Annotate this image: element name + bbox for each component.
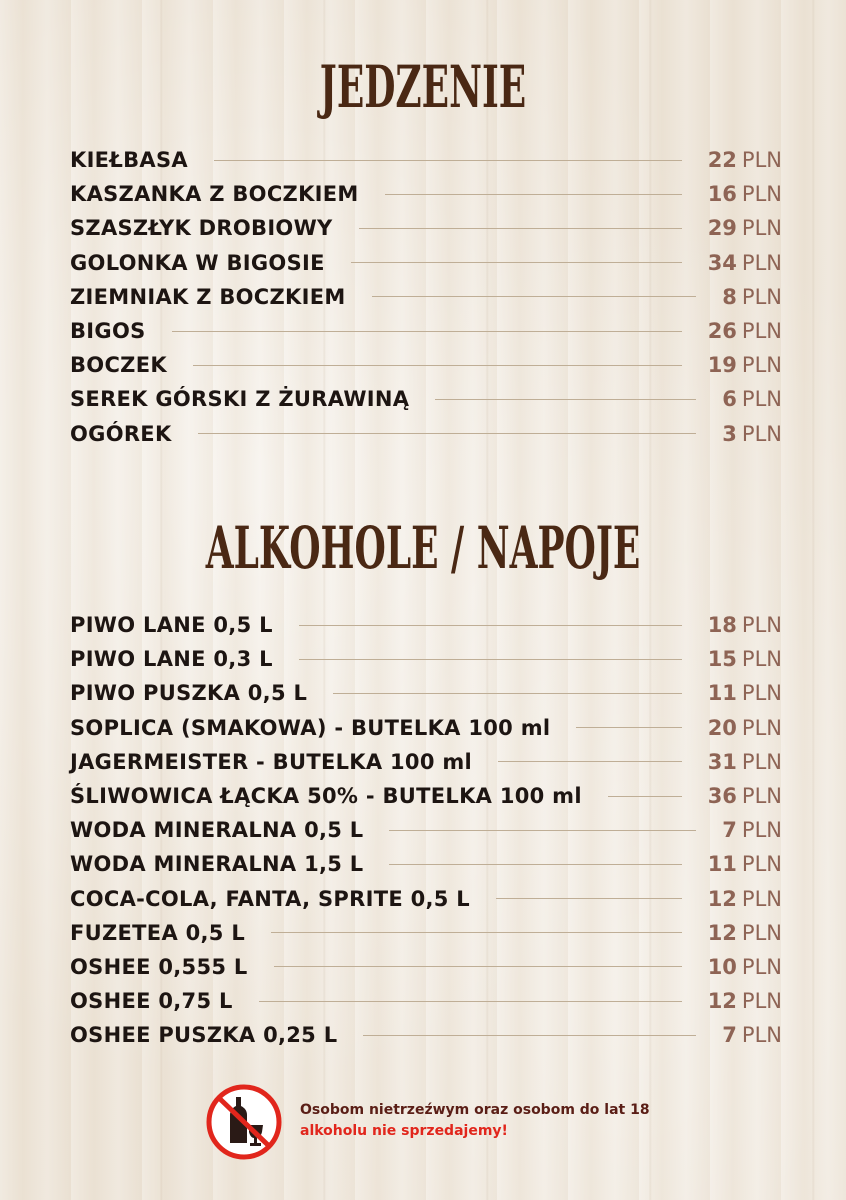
menu-item-row [70,246,782,280]
menu-item-row [70,211,782,245]
dotted-leader-line [576,727,681,728]
menu-item-name: WODA MINERALNA 1,5 L [70,852,364,877]
price-currency: PLN [741,421,782,446]
dotted-leader-line [214,160,682,161]
price-amount: 18 [707,613,737,638]
dotted-leader-line [372,296,697,297]
price-amount: 34 [707,250,737,275]
price-amount: 12 [707,920,737,945]
menu-item-row [70,314,782,348]
menu-item-price [708,887,782,911]
price-amount: 22 [707,148,737,173]
dotted-leader-line [498,761,682,762]
menu-item-price [708,955,782,979]
price-amount: 3 [722,421,737,446]
menu-item-row [70,676,782,710]
menu-item-name: PIWO LANE 0,3 L [70,647,273,672]
menu-item-name: FUZETEA 0,5 L [70,920,245,945]
price-currency: PLN [741,353,782,378]
menu-item-row [70,984,782,1018]
dotted-leader-line [359,228,682,229]
age-restriction-notice [205,1083,705,1163]
menu-item-row [70,745,782,779]
menu-item-price [708,353,782,377]
price-currency: PLN [741,954,782,979]
price-amount: 26 [707,319,737,344]
dotted-leader-line [259,1001,682,1002]
menu-item-row [70,882,782,916]
food-section-title: JEDZENIE [319,53,527,121]
price-currency: PLN [741,784,782,809]
menu-item-price [722,285,782,309]
price-amount: 11 [707,681,737,706]
menu-item-name: COCA-COLA, FANTA, SPRITE 0,5 L [70,886,470,911]
dotted-leader-line [274,966,682,967]
price-amount: 19 [707,353,737,378]
dotted-leader-line [271,932,682,933]
menu-item-name: BIGOS [70,319,146,344]
menu-item-row [70,143,782,177]
notice-line-1: Osobom nietrzeźwym oraz osobom do lat 18 [300,1102,650,1118]
menu-item-price [708,647,782,671]
price-currency: PLN [741,148,782,173]
menu-item-name: OSHEE 0,555 L [70,954,248,979]
menu-item-name: OSHEE 0,75 L [70,989,233,1014]
menu-item-price [708,921,782,945]
price-amount: 12 [707,886,737,911]
price-amount: 6 [722,387,737,412]
price-currency: PLN [741,250,782,275]
price-amount: 36 [707,784,737,809]
price-currency: PLN [741,818,782,843]
price-currency: PLN [741,647,782,672]
menu-item-row [70,813,782,847]
menu-item-price [708,148,782,172]
menu-item-name: KASZANKA Z BOCZKIEM [70,182,359,207]
price-currency: PLN [741,284,782,309]
dotted-leader-line [193,365,682,366]
menu-item-row [70,711,782,745]
price-currency: PLN [741,613,782,638]
price-amount: 15 [707,647,737,672]
price-currency: PLN [741,920,782,945]
menu-item-price [708,613,782,637]
price-amount: 31 [707,749,737,774]
menu-item-name: SEREK GÓRSKI Z ŻURAWINĄ [70,387,410,412]
menu-item-name: PIWO LANE 0,5 L [70,613,273,638]
menu-item-row [70,417,782,451]
dotted-leader-line [299,659,682,660]
menu-item-price [708,852,782,876]
dotted-leader-line [389,864,681,865]
price-currency: PLN [741,319,782,344]
dotted-leader-line [363,1035,696,1036]
price-currency: PLN [741,1023,782,1048]
price-currency: PLN [741,715,782,740]
menu-item-name: ŚLIWOWICA ŁĄCKA 50% - BUTELKA 100 ml [70,784,582,809]
price-currency: PLN [741,749,782,774]
menu-item-price [722,387,782,411]
no-alcohol-icon [205,1083,283,1161]
menu-item-name: WODA MINERALNA 0,5 L [70,818,364,843]
food-menu-list [70,143,782,451]
price-currency: PLN [741,216,782,241]
menu-item-price [708,319,782,343]
price-currency: PLN [741,886,782,911]
price-amount: 10 [707,954,737,979]
menu-item-row [70,382,782,416]
price-amount: 16 [707,182,737,207]
menu-item-row [70,779,782,813]
menu-item-name: JAGERMEISTER - BUTELKA 100 ml [70,749,473,774]
dotted-leader-line [385,194,682,195]
menu-item-price [722,1023,782,1047]
menu-item-name: ZIEMNIAK Z BOCZKIEM [70,284,346,309]
menu-item-price [708,989,782,1013]
menu-item-price [708,182,782,206]
price-amount: 8 [722,284,737,309]
menu-item-price [708,750,782,774]
menu-item-row [70,608,782,642]
menu-item-row [70,1018,782,1052]
price-currency: PLN [741,182,782,207]
price-currency: PLN [741,681,782,706]
menu-item-row [70,177,782,211]
menu-item-name: PIWO PUSZKA 0,5 L [70,681,308,706]
menu-item-price [708,681,782,705]
menu-item-row [70,348,782,382]
menu-item-name: SOPLICA (SMAKOWA) - BUTELKA 100 ml [70,715,551,740]
menu-item-name: BOCZEK [70,353,167,378]
menu-item-price [722,422,782,446]
menu-item-price [708,251,782,275]
notice-line-2: alkoholu nie sprzedajemy! [300,1123,508,1139]
menu-item-row [70,280,782,314]
menu-item-price [708,216,782,240]
dotted-leader-line [435,399,696,400]
dotted-leader-line [389,830,696,831]
price-currency: PLN [741,852,782,877]
menu-item-row [70,916,782,950]
drinks-menu-list [70,608,782,1052]
menu-item-name: SZASZŁYK DROBIOWY [70,216,333,241]
price-amount: 29 [707,216,737,241]
dotted-leader-line [351,262,682,263]
dotted-leader-line [608,796,682,797]
price-amount: 7 [722,1023,737,1048]
notice-text [300,1100,650,1142]
price-currency: PLN [741,387,782,412]
price-amount: 12 [707,989,737,1014]
menu-item-name: GOLONKA W BIGOSIE [70,250,325,275]
drinks-section-title: ALKOHOLE / NAPOJE [205,514,641,582]
menu-item-price [722,818,782,842]
menu-item-price [708,784,782,808]
price-amount: 11 [707,852,737,877]
menu-item-row [70,847,782,881]
dotted-leader-line [333,693,682,694]
menu-item-name: OGÓREK [70,421,172,446]
dotted-leader-line [198,433,697,434]
menu-item-price [708,716,782,740]
price-currency: PLN [741,989,782,1014]
dotted-leader-line [496,898,682,899]
menu-item-name: KIEŁBASA [70,148,188,173]
menu-item-row [70,642,782,676]
dotted-leader-line [299,625,682,626]
dotted-leader-line [172,331,682,332]
menu-item-row [70,950,782,984]
price-amount: 20 [707,715,737,740]
menu-item-name: OSHEE PUSZKA 0,25 L [70,1023,338,1048]
price-amount: 7 [722,818,737,843]
